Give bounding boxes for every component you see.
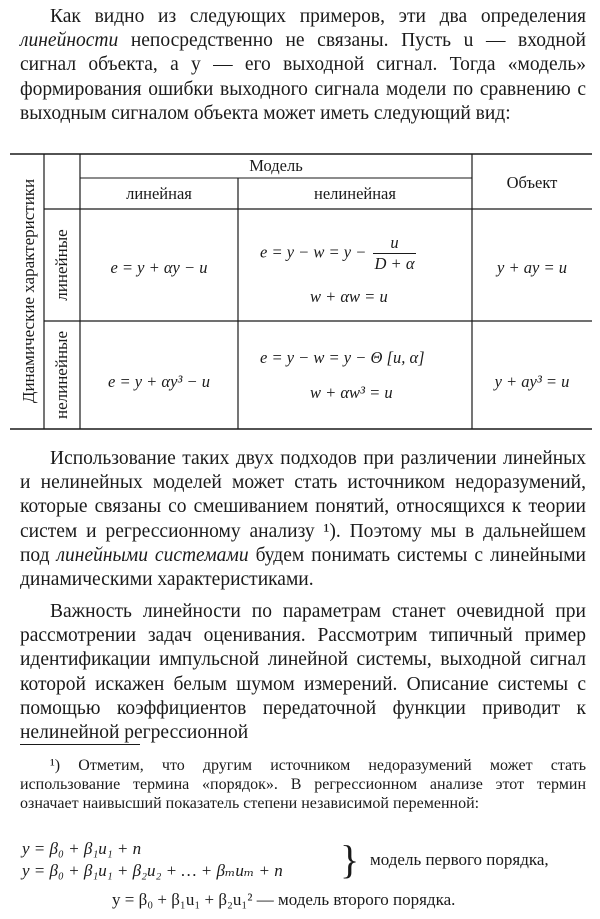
intro-text-1: Как видно из следующих примеров, эти два определения — [50, 6, 586, 27]
intro-paragraph — [20, 5, 586, 126]
nonlinear-header: нелинейная — [314, 184, 396, 203]
dynamic-characteristics-label: Динамические характеристики — [19, 178, 38, 404]
footnote-text: ¹) Отметим, что другим источником недоразумений может стать использование термина «порядок». В регрессионном анализе этот термин означает наивысший показатель степени независимой переменной: — [20, 757, 586, 813]
r1-frac-num: u — [373, 233, 417, 254]
r2-object: y + ay³ = u — [494, 372, 570, 391]
row-nonlinear-label: нелинейные — [52, 330, 71, 420]
r1-nonlinear-model-a — [260, 233, 416, 274]
intro-italic: линейности — [20, 30, 119, 52]
r1-linear-model: e = y + αy − u — [110, 258, 208, 277]
para2-italic: линейными системами — [56, 544, 249, 566]
para2-text-2: будем понимать системы с линейными динамическими характеристиками. — [20, 544, 586, 591]
object-header: Объект — [506, 173, 558, 192]
row-linear-label: линейные — [52, 229, 71, 301]
r2-nonlinear-model-b: w + αw³ = u — [310, 383, 393, 402]
para2-text-1: Использование таких двух подходов при различении линейных и нелинейных моделей может стать источником недоразумений, которые связаны со смешиванием понятий, относящихся к теории систем и регрессионному анализу ¹). Поэтому мы в дальнейшем под — [20, 448, 586, 566]
r1-fraction — [373, 233, 417, 274]
r2-nonlinear-model-a: e = y − w = y − Θ [u, α] — [260, 348, 425, 367]
footnote-eq12-label: модель первого порядка, — [370, 850, 549, 869]
footnote-eq-3: y = β₀ + β₁u₁ + β₂u₁² — модель второго порядка. — [112, 890, 456, 909]
r1-nonlinear-model-b: w + αw = u — [310, 287, 388, 306]
linear-header: линейная — [126, 184, 192, 203]
r2-linear-model: e = y + αy³ − u — [108, 372, 210, 391]
footnote-eq-1: y = β₀ + β₁u₁ + n — [22, 839, 142, 858]
r1-frac-den: D + α — [374, 254, 415, 273]
model-comparison-table — [10, 153, 592, 433]
intro-text-2: непосредственно не связаны. Пусть u — входной сигнал объекта, а y — его выходной сигнал. Тогда «модель» формирования ошибки выходного сигнала модели по сравнению с выходным сигналом объекта может иметь следующий вид: — [20, 30, 586, 124]
r1-nonlinear-text: e = y − w = y − — [260, 242, 367, 262]
paragraph-3: Важность линейности по параметрам станет очевидной при рассмотрении задач оценивания. Рассмотрим типичный пример идентификации импульсной линейной системы, выходной сигнал которой искажен белым шумом измерений. Описание системы с помощью коэффициентов передаточной функции приводит к нелинейной регрессионной — [20, 601, 586, 744]
footnote-brace: } — [340, 837, 360, 882]
r1-object: y + ay = u — [497, 258, 567, 277]
model-header: Модель — [249, 156, 303, 175]
footnote-rule — [20, 744, 140, 745]
footnote-eq-2: y = β₀ + β₁u₁ + β₂u₂ + … + βₘuₘ + n — [22, 861, 283, 880]
paragraph-2 — [20, 447, 586, 592]
